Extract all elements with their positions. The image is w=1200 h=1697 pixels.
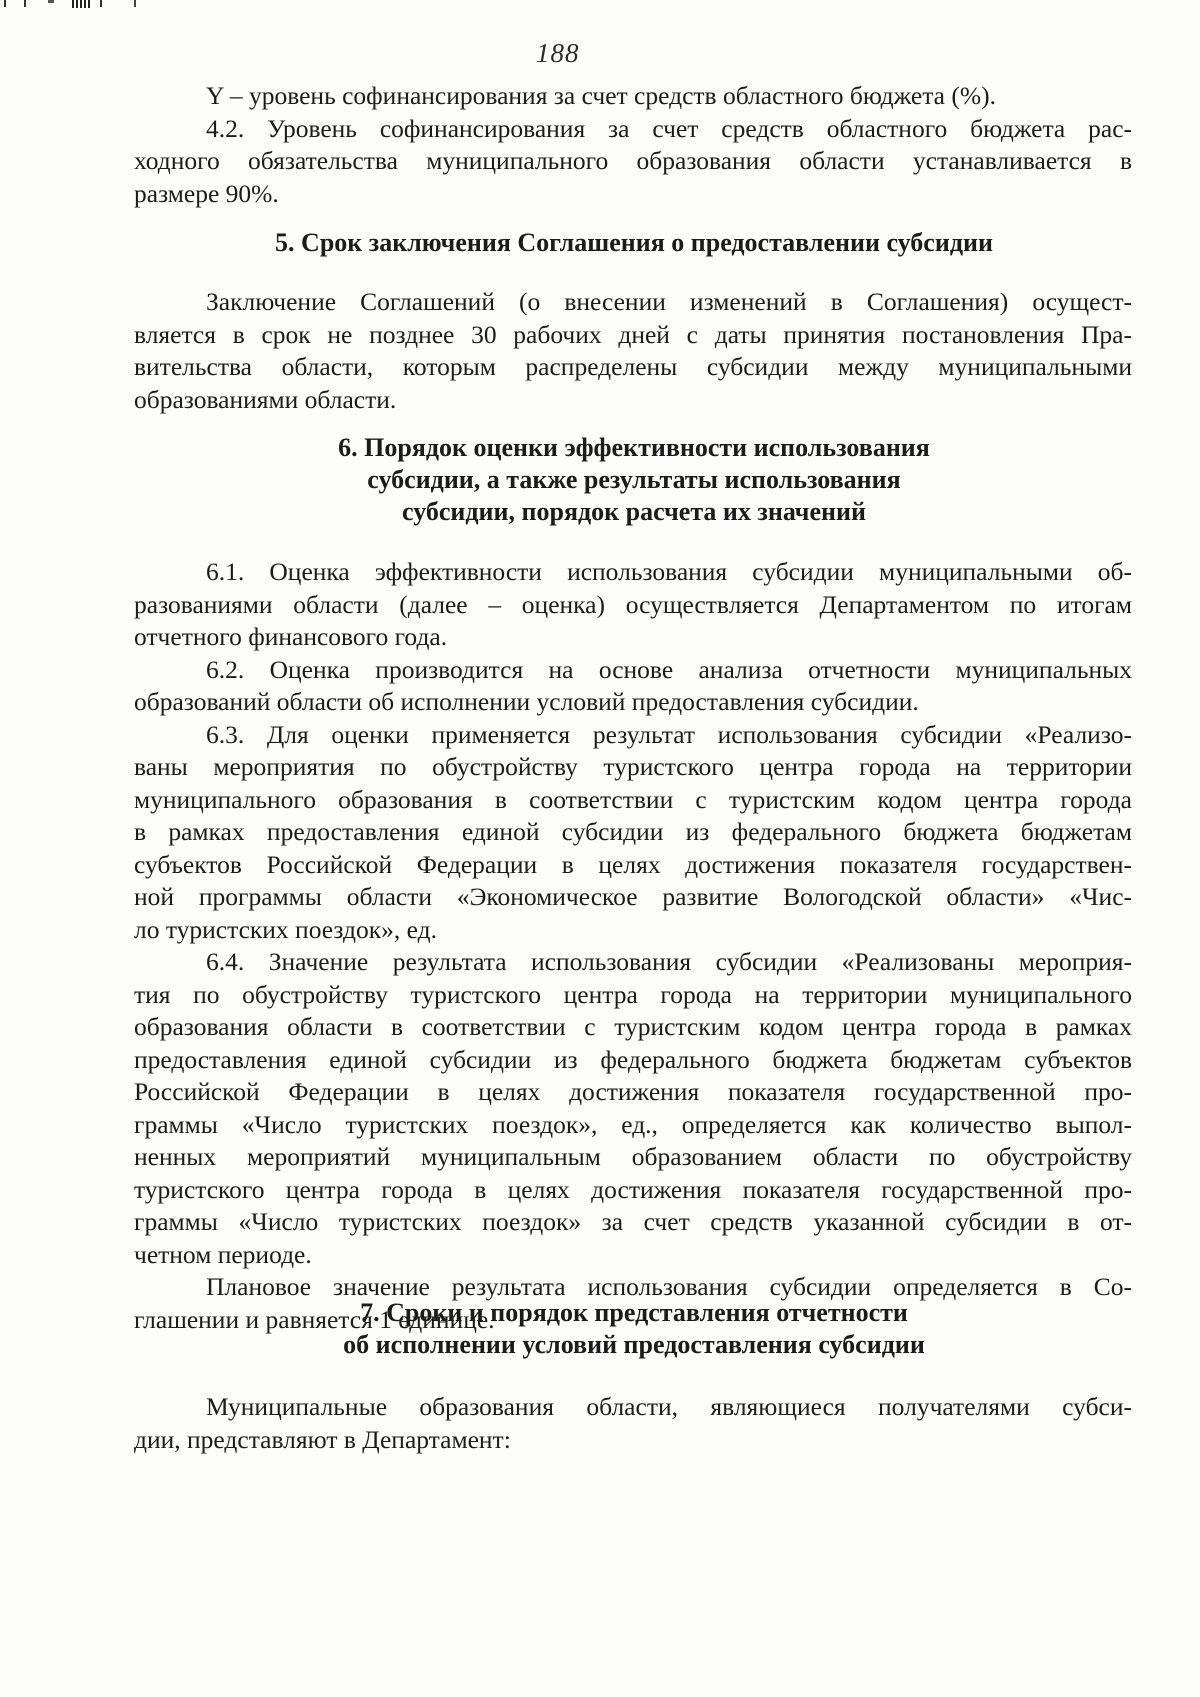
section-6-body <box>134 556 1132 1336</box>
section-7-line: дии, представляют в Департамент: <box>134 1424 511 1454</box>
paragraph-6-2-line: 6.2. Оценка производится на основе анализа отчетности муниципальных <box>206 654 1132 684</box>
paragraph-6-4-line: граммы «Число туристских поездок», ед., определяется как количество выпол- <box>134 1109 1132 1139</box>
planned-value-line: Плановое значение результата использования субсидии определяется в Со- <box>206 1272 1132 1301</box>
intro-block <box>134 80 1132 210</box>
section-5-heading: 5. Срок заключения Соглашения о предоставлении субсидии <box>275 228 993 257</box>
paragraph-6-3-line: ваны мероприятия по обустройству туристского центра города на территории <box>134 752 1132 781</box>
paragraph-6-1-line: отчетного финансового года. <box>134 622 448 651</box>
paragraph-6-4-line: образования области в соответствии с туристским кодом центра города в рамках <box>134 1012 1132 1041</box>
planned-value-line: глашении и равняется 1 единице. <box>134 1304 495 1334</box>
paragraph-6-1-line: 6.1. Оценка эффективности использования субсидии муниципальными об- <box>206 557 1132 586</box>
paragraph-6-2-line: образований области об исполнении условий предоставления субсидии. <box>134 687 919 716</box>
paragraph-6-3-line: ло туристских поездок», ед. <box>134 914 437 944</box>
scan-artifact-marks <box>0 0 160 10</box>
paragraph-4-2-line: 4.2. Уровень софинансирования за счет средств областного бюджета рас- <box>206 113 1132 143</box>
paragraph-4-2-line: ходного обязательства муниципального образования области устанавливается в <box>134 146 1132 175</box>
section-5-line: Заключение Соглашений (о внесении изменений в Соглашения) осущест- <box>206 287 1132 316</box>
paragraph-6-3-line: муниципального образования в соответствии с туристским кодом центра города <box>134 784 1132 814</box>
section-6-heading: 6. Порядок оценки эффективности использования субсидии, а также результаты использования субсидии, порядок расчета их значений <box>338 433 930 526</box>
section-5-paragraph <box>134 286 1132 416</box>
paragraph-6-4-line: граммы «Число туристских поездок» за счет средств указанной субсидии в от- <box>134 1207 1132 1236</box>
section-5-line: вительства области, которым распределены субсидии между муниципальными <box>134 352 1132 381</box>
paragraph-6-3-line: в рамках предоставления единой субсидии из федерального бюджета бюджетам <box>134 817 1132 846</box>
section-5-line: образованиями области. <box>134 384 397 414</box>
paragraph-6-4-line: туристского центра города в целях достижения показателя государственной про- <box>134 1174 1132 1204</box>
paragraph-6-4-line: ненных мероприятий муниципальным образованием области по обустройству <box>134 1142 1132 1171</box>
paragraph-6-4-line: тия по обустройству туристского центра города на территории муниципального <box>134 979 1132 1009</box>
paragraph-6-3-line: субъектов Российской Федерации в целях достижения показателя государствен- <box>134 849 1132 879</box>
paragraph-6-1-line: разованиями области (далее – оценка) осуществляется Департаментом по итогам <box>134 589 1132 619</box>
paragraph-4-2-line: размере 90%. <box>134 178 279 208</box>
paragraph-6-3-line: 6.3. Для оценки применяется результат использования субсидии «Реализо- <box>206 719 1132 749</box>
section-7-heading: 7. Сроки и порядок представления отчетности об исполнении условий предоставления субсидии <box>343 1298 925 1359</box>
page-number: 188 <box>536 38 580 68</box>
paragraph-6-3-line: ной программы области «Экономическое развитие Вологодской области» «Чис- <box>134 882 1132 911</box>
y-definition-line: Y – уровень софинансирования за счет средств областного бюджета (%). <box>206 81 996 110</box>
paragraph-6-4-line: 6.4. Значение результата использования субсидии «Реализованы мероприя- <box>206 947 1132 976</box>
section-7-paragraph <box>134 1391 1132 1456</box>
section-7-line: Муниципальные образования области, являющиеся получателями субси- <box>206 1392 1132 1421</box>
paragraph-6-4-line: Российской Федерации в целях достижения показателя государственной про- <box>134 1077 1132 1106</box>
paragraph-6-4-line: четном периоде. <box>134 1239 312 1269</box>
paragraph-6-4-line: предоставления единой субсидии из федерального бюджета бюджетам субъектов <box>134 1044 1132 1074</box>
section-5-line: вляется в срок не позднее 30 рабочих дней с даты принятия постановления Пра- <box>134 319 1132 349</box>
